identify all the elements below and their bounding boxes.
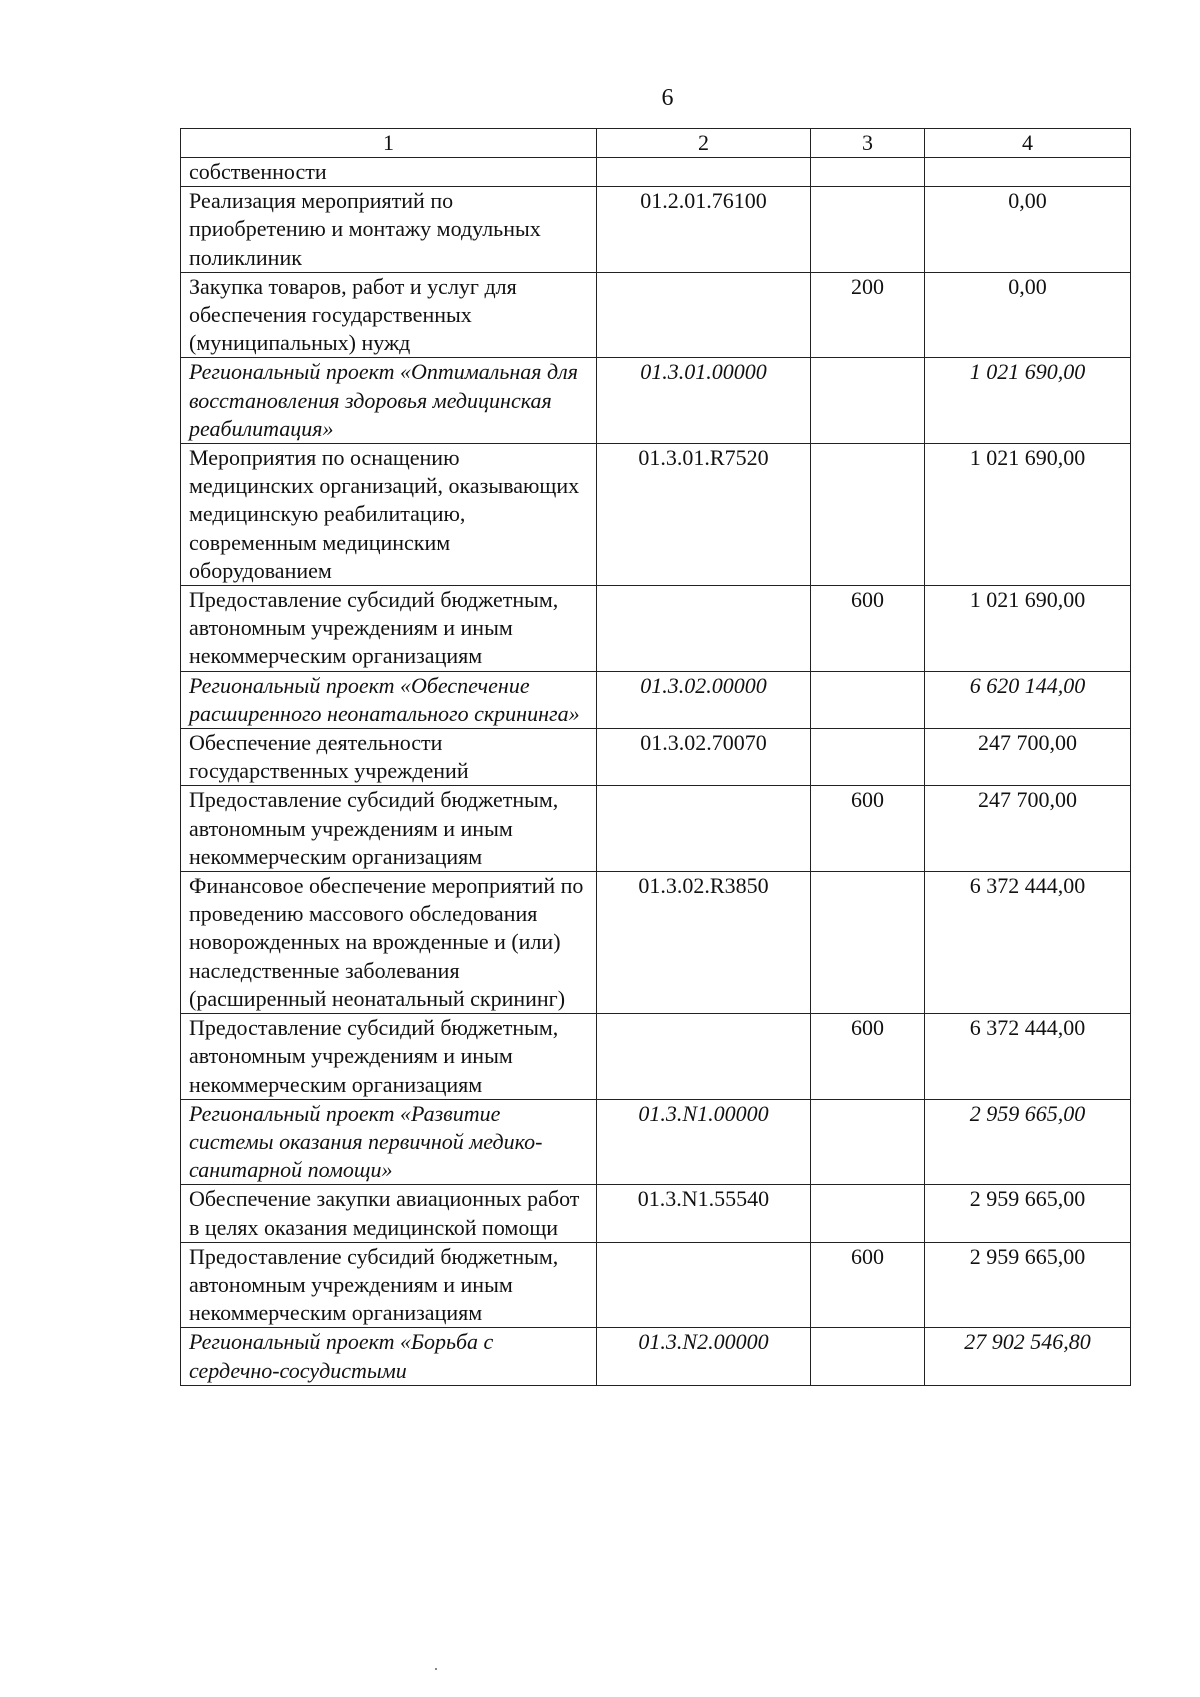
table-row (181, 729, 1131, 786)
row-amount-cell: 247 700,00 (925, 729, 1131, 786)
row-code-cell (597, 1014, 811, 1100)
table-row (181, 586, 1131, 672)
row-amount-cell: 1 021 690,00 (925, 444, 1131, 586)
row-type-cell (811, 671, 925, 728)
header-cell-4: 4 (925, 129, 1131, 158)
row-type-cell (811, 1185, 925, 1242)
row-type-cell: 600 (811, 786, 925, 872)
row-name-cell: Региональный проект «Борьба с сердечно-сосудистыми (181, 1328, 597, 1385)
row-name-cell: собственности (181, 158, 597, 187)
row-name-cell: Реализация мероприятий по приобретению и монтажу модульных поликлиник (181, 187, 597, 273)
row-name-cell: Мероприятия по оснащению медицинских организаций, оказывающих медицинскую реабилитацию, современным медицинским оборудованием (181, 444, 597, 586)
row-name-cell: Финансовое обеспечение мероприятий по проведению массового обследования новорожденных на врожденные и (или) наследственные заболевания (расширенный неонатальный скрининг) (181, 872, 597, 1014)
table-row-project (181, 671, 1131, 728)
header-cell-3: 3 (811, 129, 925, 158)
row-code-cell (597, 1242, 811, 1328)
row-type-cell: 600 (811, 586, 925, 672)
table-row (181, 872, 1131, 1014)
table-row (181, 187, 1131, 273)
table-row (181, 444, 1131, 586)
table-row (181, 1014, 1131, 1100)
row-code-cell (597, 586, 811, 672)
row-name-cell: Предоставление субсидий бюджетным, автономным учреждениям и иным некоммерческим организациям (181, 586, 597, 672)
table-row (181, 1242, 1131, 1328)
row-type-cell (811, 872, 925, 1014)
row-type-cell (811, 1328, 925, 1385)
row-amount-cell: 0,00 (925, 272, 1131, 358)
table-row-project (181, 1328, 1131, 1385)
table-header-row (181, 129, 1131, 158)
row-name-cell: Региональный проект «Оптимальная для восстановления здоровья медицинская реабилитация» (181, 358, 597, 444)
row-type-cell (811, 1099, 925, 1185)
row-amount-cell: 6 372 444,00 (925, 1014, 1131, 1100)
row-type-cell (811, 729, 925, 786)
table-row (181, 272, 1131, 358)
row-code-cell: 01.3.N2.00000 (597, 1328, 811, 1385)
row-amount-cell: 247 700,00 (925, 786, 1131, 872)
row-amount-cell: 6 620 144,00 (925, 671, 1131, 728)
row-type-cell: 600 (811, 1242, 925, 1328)
page-number: 6 (661, 85, 674, 111)
row-amount-cell: 2 959 665,00 (925, 1242, 1131, 1328)
row-name-cell: Предоставление субсидий бюджетным, автономным учреждениям и иным некоммерческим организациям (181, 786, 597, 872)
row-code-cell (597, 272, 811, 358)
row-code-cell (597, 158, 811, 187)
table-row-project (181, 1099, 1131, 1185)
row-code-cell: 01.3.01.00000 (597, 358, 811, 444)
row-code-cell: 01.3.01.R7520 (597, 444, 811, 586)
row-amount-cell (925, 158, 1131, 187)
row-amount-cell: 1 021 690,00 (925, 586, 1131, 672)
table-row (181, 1185, 1131, 1242)
row-type-cell: 600 (811, 1014, 925, 1100)
row-amount-cell: 2 959 665,00 (925, 1099, 1131, 1185)
row-amount-cell: 0,00 (925, 187, 1131, 273)
row-code-cell: 01.3.02.R3850 (597, 872, 811, 1014)
row-code-cell (597, 786, 811, 872)
row-code-cell: 01.3.N1.00000 (597, 1099, 811, 1185)
row-amount-cell: 2 959 665,00 (925, 1185, 1131, 1242)
row-name-cell: Региональный проект «Обеспечение расширенного неонатального скрининга» (181, 671, 597, 728)
table-row-project (181, 358, 1131, 444)
row-name-cell: Обеспечение деятельности государственных учреждений (181, 729, 597, 786)
row-amount-cell: 27 902 546,80 (925, 1328, 1131, 1385)
row-code-cell: 01.3.02.00000 (597, 671, 811, 728)
row-name-cell: Обеспечение закупки авиационных работ в целях оказания медицинской помощи (181, 1185, 597, 1242)
row-amount-cell: 1 021 690,00 (925, 358, 1131, 444)
table-row (181, 158, 1131, 187)
row-type-cell (811, 158, 925, 187)
budget-table (180, 128, 1131, 1386)
row-code-cell: 01.3.N1.55540 (597, 1185, 811, 1242)
row-name-cell: Закупка товаров, работ и услуг для обеспечения государственных (муниципальных) нужд (181, 272, 597, 358)
table-row (181, 786, 1131, 872)
row-type-cell (811, 358, 925, 444)
row-amount-cell: 6 372 444,00 (925, 872, 1131, 1014)
row-type-cell: 200 (811, 272, 925, 358)
row-type-cell (811, 187, 925, 273)
row-type-cell (811, 444, 925, 586)
row-code-cell: 01.3.02.70070 (597, 729, 811, 786)
row-name-cell: Региональный проект «Развитие системы оказания первичной медико-санитарной помощи» (181, 1099, 597, 1185)
scan-speck (435, 1668, 437, 1670)
row-name-cell: Предоставление субсидий бюджетным, автономным учреждениям и иным некоммерческим организациям (181, 1242, 597, 1328)
row-name-cell: Предоставление субсидий бюджетным, автономным учреждениям и иным некоммерческим организациям (181, 1014, 597, 1100)
row-code-cell: 01.2.01.76100 (597, 187, 811, 273)
header-cell-2: 2 (597, 129, 811, 158)
header-cell-1: 1 (181, 129, 597, 158)
